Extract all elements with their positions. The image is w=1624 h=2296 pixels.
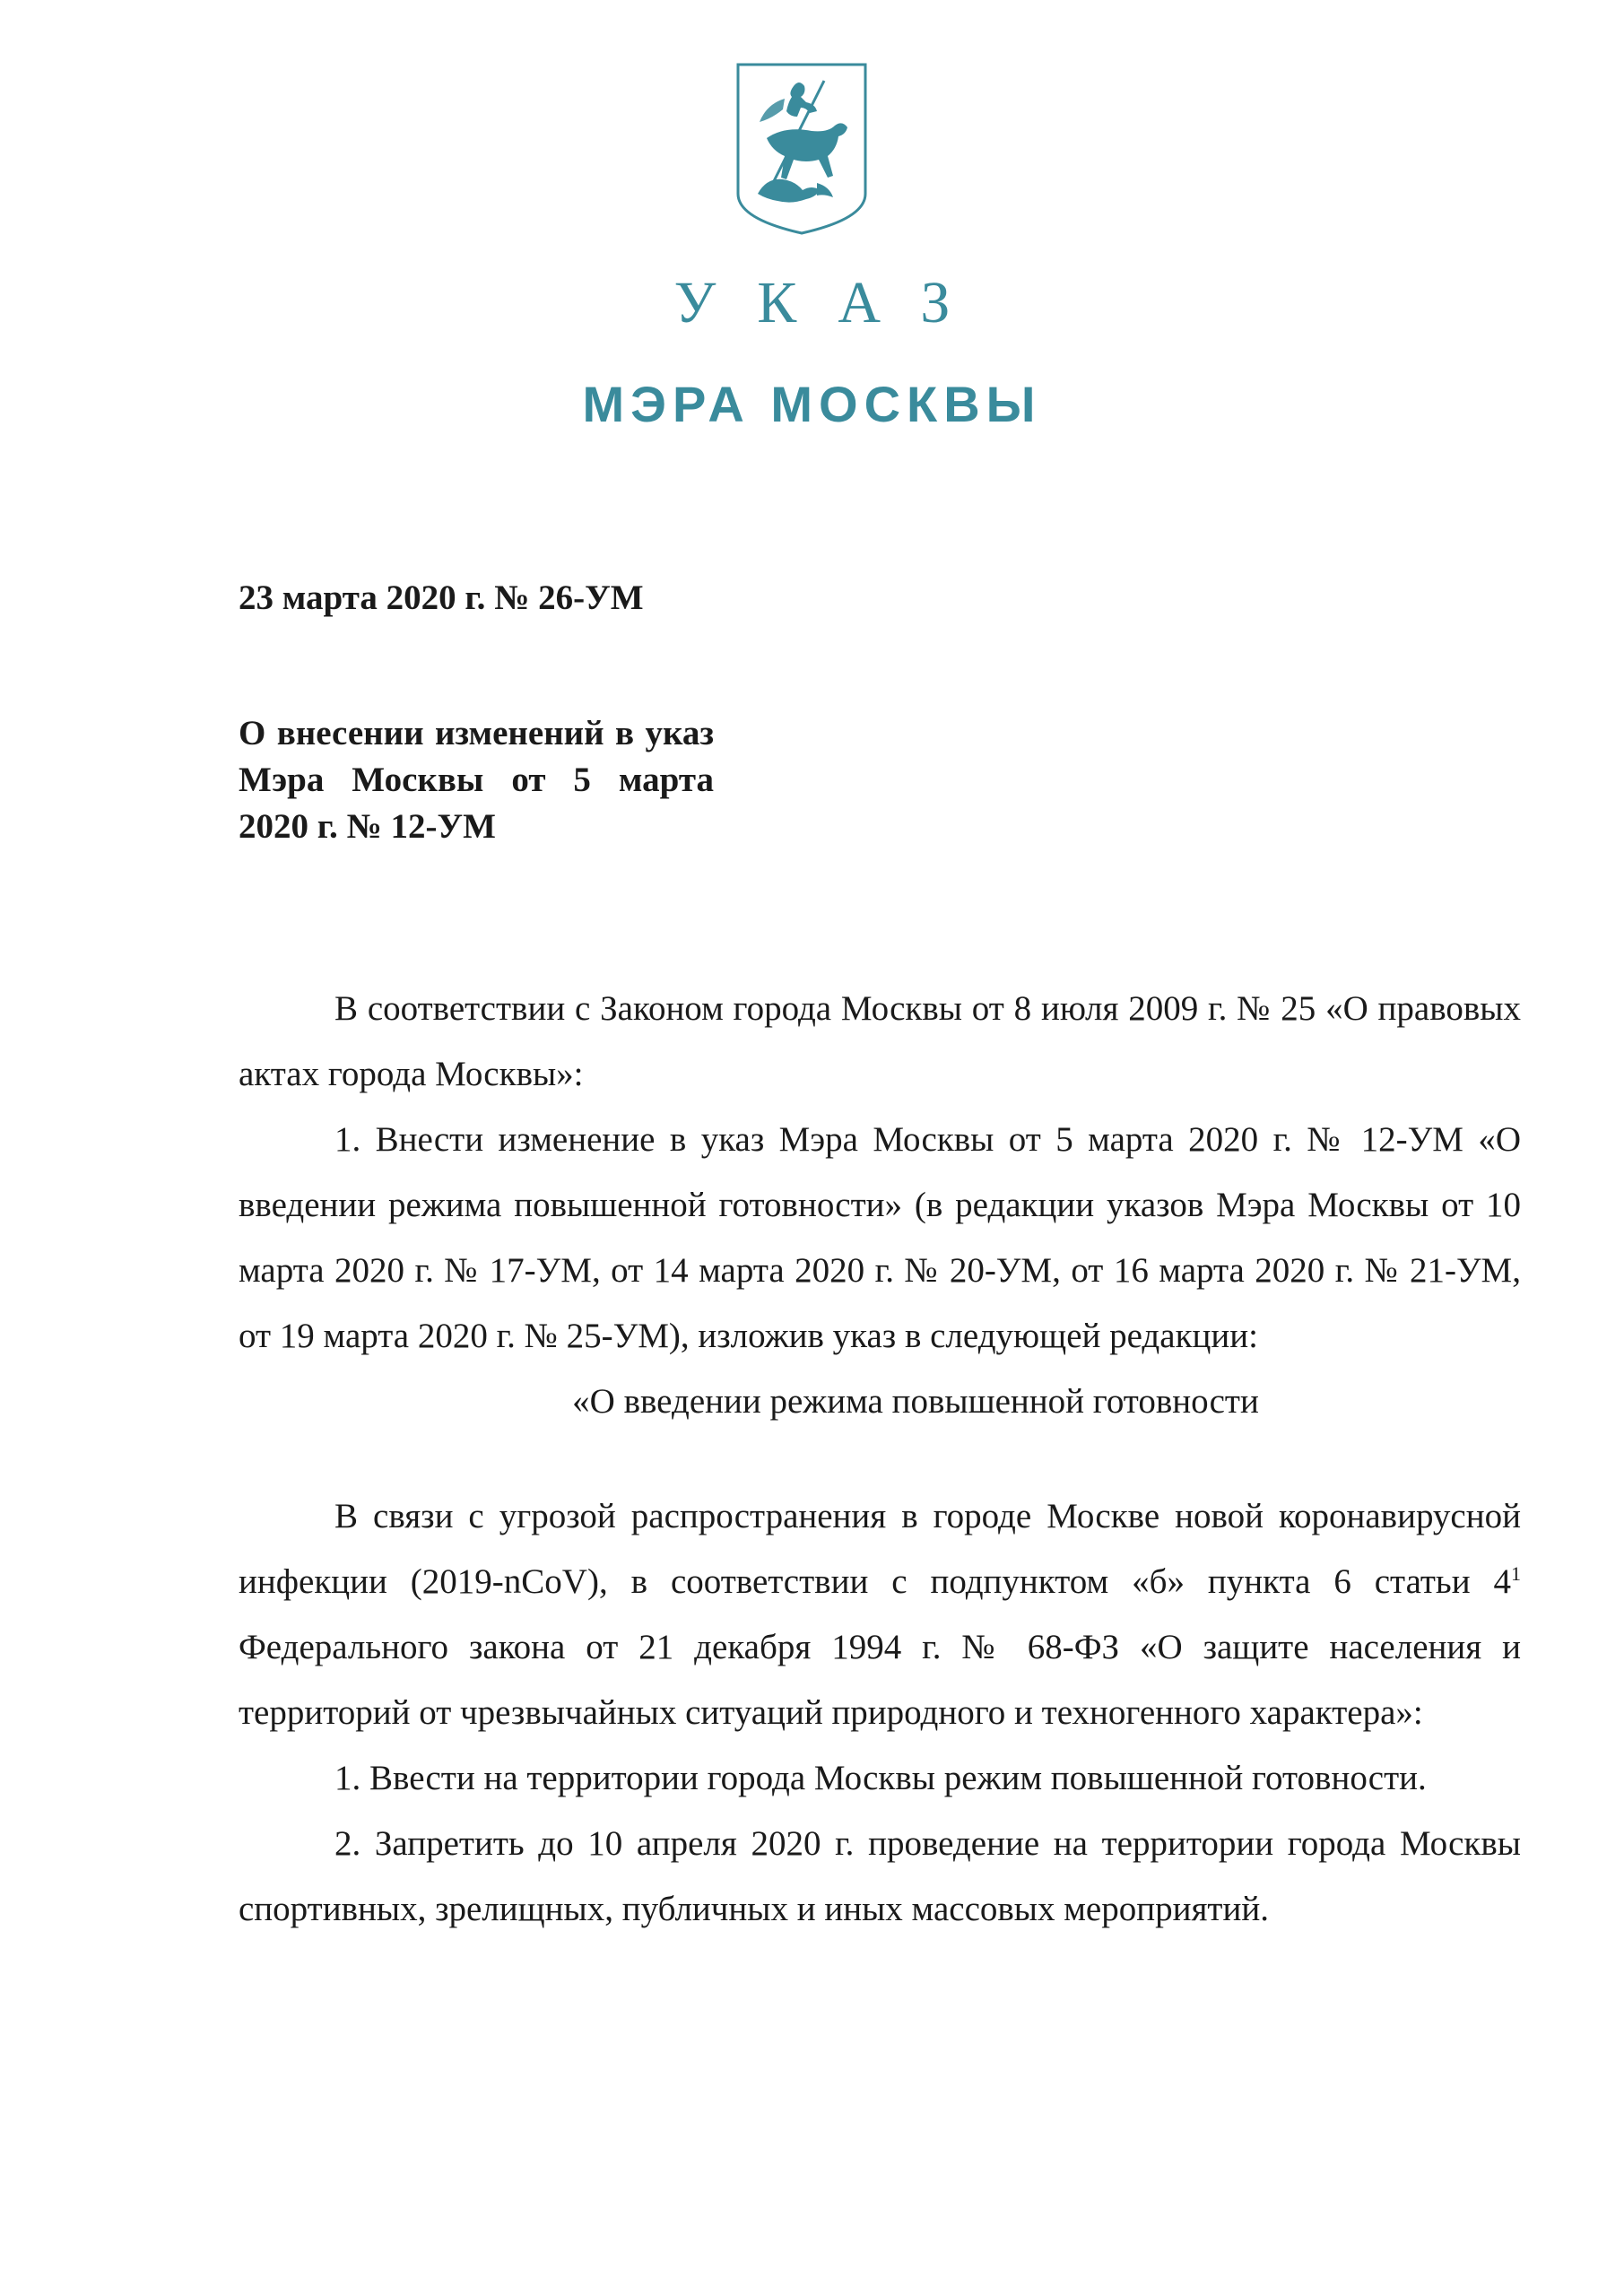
moscow-coat-of-arms-icon [731,59,873,239]
decree-subject: О внесении изменений в указ Мэра Москвы от 5 марта 2020 г. № 12-УМ [239,714,714,846]
paragraph-point-2: 2. Запретить до 10 апреля 2020 г. проведение на территории города Москвы спортивных, зрелищных, публичных и иных массовых мероприятий. [239,1824,1521,1928]
quoted-decree-title: «О введении режима повышенной готовности [572,1382,1259,1421]
grounds-text-start: В связи с угрозой распространения в городе Москве новой коронавирусной инфекции (2019-nCoV), в соответствии с подпунктом «б» пункта 6 статьи 4 [239,1497,1521,1601]
article-superscript: 1 [1511,1562,1521,1585]
decree-title: УКАЗ [673,270,992,335]
paragraph-preamble: В соответствии с Законом города Москвы от 8 июля 2009 г. № 25 «О правовых актах города Москвы»: [239,989,1521,1093]
decree-subtitle: МЭРА МОСКВЫ [582,376,1042,432]
grounds-text-end: Федерального закона от 21 декабря 1994 г. № 68-ФЗ «О защите населения и территорий от чрезвычайных ситуаций природного и техногенного характера»: [239,1628,1521,1732]
paragraph-grounds [239,1483,1521,1745]
paragraph-point-1: 1. Ввести на территории города Москвы режим повышенной готовности. [334,1759,1427,1797]
paragraph-item-1: 1. Внести изменение в указ Мэра Москвы от 5 марта 2020 г. № 12-УМ «О введении режима повышенной готовности» (в редакции указов Мэра Москвы от 10 марта 2020 г. № 17-УМ, от 14 марта 2020 г. № 20-УМ, от 16 марта 2020 г. № 21-УМ, от 19 марта 2020 г. № 25-УМ), изложив указ в следующей редакции: [239,1120,1521,1355]
decree-date-number: 23 марта 2020 г. № 26-УМ [239,578,644,617]
spacer [239,1434,1521,1483]
decree-body [239,976,1521,1942]
